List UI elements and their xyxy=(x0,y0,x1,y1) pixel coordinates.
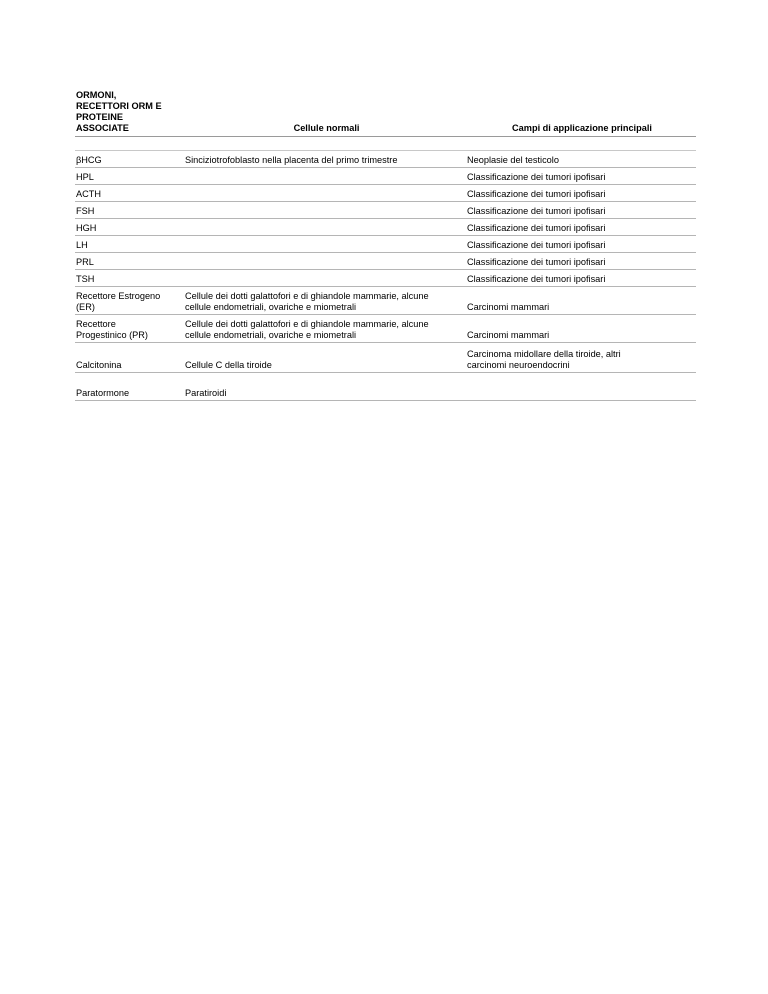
table-row xyxy=(75,219,696,236)
table-row xyxy=(75,151,696,168)
application-cell: Classificazione dei tumori ipofisari xyxy=(467,236,696,253)
marker-cell: Recettore Estrogeno (ER) xyxy=(75,287,185,315)
marker-cell: βHCG xyxy=(75,151,185,168)
application-cell: Classificazione dei tumori ipofisari xyxy=(467,253,696,270)
normal-cells-cell: Sinciziotrofoblasto nella placenta del primo trimestre xyxy=(185,151,467,168)
table-row xyxy=(75,373,696,401)
application-cell: Carcinomi mammari xyxy=(467,315,696,343)
application-cell: Classificazione dei tumori ipofisari xyxy=(467,168,696,185)
table-row xyxy=(75,253,696,270)
normal-cells-cell: Paratiroidi xyxy=(185,373,467,401)
application-cell: Classificazione dei tumori ipofisari xyxy=(467,185,696,202)
marker-cell: PRL xyxy=(75,253,185,270)
table-row xyxy=(75,270,696,287)
table-row xyxy=(75,202,696,219)
header-applications: Campi di applicazione principali xyxy=(467,90,696,137)
normal-cells-cell: Cellule C della tiroide xyxy=(185,343,467,373)
table-row xyxy=(75,315,696,343)
table-row xyxy=(75,287,696,315)
table-spacer-row xyxy=(75,137,696,151)
marker-cell: LH xyxy=(75,236,185,253)
marker-cell: ACTH xyxy=(75,185,185,202)
application-cell: Classificazione dei tumori ipofisari xyxy=(467,219,696,236)
header-hormones: ORMONI, RECETTORI ORM E PROTEINE ASSOCIATE xyxy=(75,90,185,137)
normal-cells-cell xyxy=(185,253,467,270)
table-header-row xyxy=(75,90,696,137)
application-cell: Classificazione dei tumori ipofisari xyxy=(467,270,696,287)
table-row xyxy=(75,236,696,253)
normal-cells-cell xyxy=(185,219,467,236)
marker-cell: TSH xyxy=(75,270,185,287)
application-cell: Classificazione dei tumori ipofisari xyxy=(467,202,696,219)
normal-cells-cell: Cellule dei dotti galattofori e di ghiandole mammarie, alcune cellule endometriali, ovariche e miometrali xyxy=(185,287,467,315)
hormone-markers-table xyxy=(75,90,696,401)
marker-cell: HPL xyxy=(75,168,185,185)
normal-cells-cell xyxy=(185,270,467,287)
marker-cell: HGH xyxy=(75,219,185,236)
marker-cell: Calcitonina xyxy=(75,343,185,373)
normal-cells-cell xyxy=(185,185,467,202)
normal-cells-cell xyxy=(185,236,467,253)
application-cell: Neoplasie del testicolo xyxy=(467,151,696,168)
normal-cells-cell xyxy=(185,168,467,185)
application-cell: Carcinomi mammari xyxy=(467,287,696,315)
table-row xyxy=(75,168,696,185)
application-cell: Carcinoma midollare della tiroide, altri carcinomi neuroendocrini xyxy=(467,343,696,373)
table-row xyxy=(75,185,696,202)
table-row xyxy=(75,343,696,373)
header-normal-cells: Cellule normali xyxy=(185,90,467,137)
marker-cell: Recettore Progestinico (PR) xyxy=(75,315,185,343)
marker-cell: Paratormone xyxy=(75,373,185,401)
application-cell xyxy=(467,373,696,401)
marker-cell: FSH xyxy=(75,202,185,219)
normal-cells-cell: Cellule dei dotti galattofori e di ghiandole mammarie, alcune cellule endometriali, ovariche e miometrali xyxy=(185,315,467,343)
normal-cells-cell xyxy=(185,202,467,219)
